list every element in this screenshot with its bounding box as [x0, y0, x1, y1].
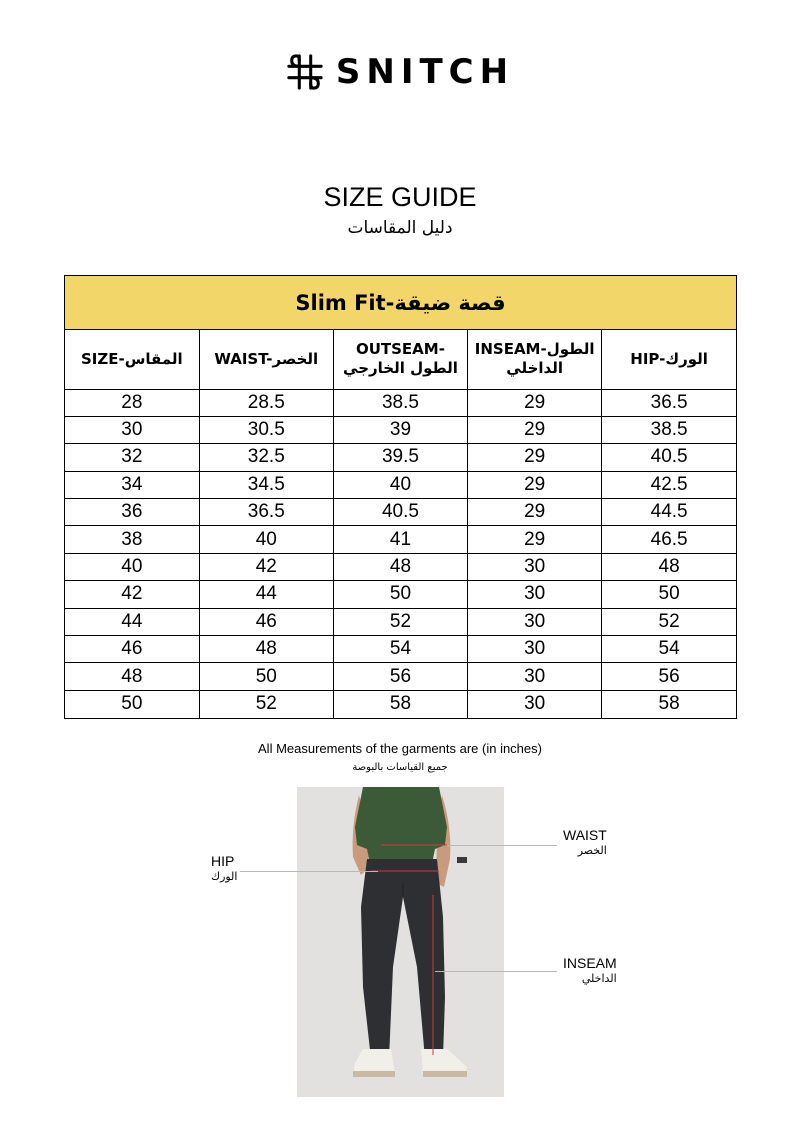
fit-title: Slim Fit-قصة ضيقة: [295, 290, 506, 315]
header-size-en: SIZE-: [80, 349, 125, 368]
table-cell: 30: [468, 553, 602, 580]
header-outseam-en: OUTSEAM-: [355, 340, 445, 359]
table-cell: 40: [199, 526, 333, 553]
table-row: [65, 553, 736, 580]
table-row: [65, 608, 736, 635]
table-cell: 50: [199, 663, 333, 690]
table-cell: 29: [468, 471, 602, 498]
waist-label: WAIST: [563, 827, 607, 843]
table-row: [65, 416, 736, 443]
hip-label: HIP: [211, 853, 235, 869]
header-inseam-ar: الطول الداخلي: [506, 340, 595, 378]
header-row: [65, 330, 736, 389]
measurement-note-arabic: جميع القياسات بالبوصة: [352, 762, 448, 773]
table-row: [65, 471, 736, 498]
table-cell: 30: [65, 416, 199, 443]
header-hip-ar: الورك: [665, 349, 708, 368]
header-hip-en: HIP-: [630, 349, 666, 368]
table-cell: 52: [333, 608, 467, 635]
inseam-label: INSEAM: [563, 955, 617, 971]
hash-knot-icon: [286, 53, 324, 91]
inseam-callout: [563, 955, 617, 987]
table-cell: 40: [333, 471, 467, 498]
table-cell: 46.5: [602, 526, 736, 553]
table-row: [65, 581, 736, 608]
table-cell: 29: [468, 444, 602, 471]
table-cell: 52: [199, 690, 333, 717]
table-row: [65, 499, 736, 526]
header-waist-en: WAIST-: [214, 349, 273, 368]
table-cell: 50: [602, 581, 736, 608]
table-cell: 28: [65, 389, 199, 416]
header-outseam: [333, 330, 467, 389]
model-photo: [297, 787, 504, 1097]
model-illustration: [297, 787, 504, 1097]
table-cell: 40.5: [333, 499, 467, 526]
table-cell: 46: [199, 608, 333, 635]
table-cell: 48: [199, 636, 333, 663]
table-cell: 29: [468, 499, 602, 526]
table-cell: 44: [65, 608, 199, 635]
header-inseam: [468, 330, 602, 389]
table-cell: 50: [65, 690, 199, 717]
hip-leader-line: [240, 871, 378, 872]
table-cell: 56: [333, 663, 467, 690]
table-cell: 41: [333, 526, 467, 553]
table-row: [65, 389, 736, 416]
header-size-ar: المقاس: [124, 349, 183, 368]
table-cell: 36.5: [602, 389, 736, 416]
header-size: [65, 330, 199, 389]
header-hip: [602, 330, 736, 389]
table-cell: 56: [602, 663, 736, 690]
table-row: [65, 690, 736, 717]
table-cell: 48: [602, 553, 736, 580]
table-cell: 48: [333, 553, 467, 580]
table-cell: 48: [65, 663, 199, 690]
table-cell: 44.5: [602, 499, 736, 526]
table-cell: 32: [65, 444, 199, 471]
table-cell: 30: [468, 690, 602, 717]
table-cell: 58: [602, 690, 736, 717]
table-cell: 50: [333, 581, 467, 608]
hip-label-arabic: الورك: [211, 870, 238, 883]
table-cell: 30: [468, 581, 602, 608]
table-cell: 36.5: [199, 499, 333, 526]
table-cell: 54: [333, 636, 467, 663]
table-cell: 52: [602, 608, 736, 635]
page-title: SIZE GUIDE: [323, 182, 477, 212]
table-cell: 29: [468, 526, 602, 553]
table-cell: 39.5: [333, 444, 467, 471]
table-cell: 38: [65, 526, 199, 553]
table-cell: 58: [333, 690, 467, 717]
table-cell: 36: [65, 499, 199, 526]
table-cell: 28.5: [199, 389, 333, 416]
waist-leader-line: [447, 845, 557, 846]
table-cell: 46: [65, 636, 199, 663]
inseam-label-arabic: الداخلي: [581, 972, 617, 985]
inseam-leader-line: [435, 971, 557, 972]
brand-name: SNITCH: [335, 52, 515, 92]
waist-label-arabic: الخصر: [577, 844, 607, 857]
table-cell: 34: [65, 471, 199, 498]
waist-callout: [563, 827, 607, 859]
header-outseam-ar: الطول الخارجي: [343, 359, 458, 378]
table-cell: 30: [468, 663, 602, 690]
page-title-arabic: دليل المقاسات: [347, 218, 453, 238]
table-cell: 30: [468, 636, 602, 663]
table-body: [65, 389, 736, 718]
table-row: [65, 526, 736, 553]
table-cell: 42.5: [602, 471, 736, 498]
table-row: [65, 663, 736, 690]
hip-callout: [211, 853, 237, 885]
table-cell: 38.5: [333, 389, 467, 416]
table-cell: 30: [468, 608, 602, 635]
table-cell: 38.5: [602, 416, 736, 443]
table-cell: 29: [468, 416, 602, 443]
size-table: [64, 275, 737, 719]
table-cell: 40: [65, 553, 199, 580]
table-cell: 29: [468, 389, 602, 416]
table-cell: 39: [333, 416, 467, 443]
table-cell: 54: [602, 636, 736, 663]
header-waist-ar: الخصر: [272, 349, 319, 368]
table-cell: 32.5: [199, 444, 333, 471]
table-row: [65, 636, 736, 663]
brand-logo: [0, 52, 800, 92]
table-cell: 34.5: [199, 471, 333, 498]
table-cell: 40.5: [602, 444, 736, 471]
header-waist: [199, 330, 333, 389]
table-cell: 44: [199, 581, 333, 608]
table-cell: 30.5: [199, 416, 333, 443]
table-cell: 42: [65, 581, 199, 608]
table-row: [65, 444, 736, 471]
measurement-note: All Measurements of the garments are (in inches): [258, 741, 542, 756]
table-cell: 42: [199, 553, 333, 580]
fit-header: [65, 276, 736, 330]
size-grid: [65, 330, 736, 718]
header-inseam-en: INSEAM-: [474, 340, 547, 359]
